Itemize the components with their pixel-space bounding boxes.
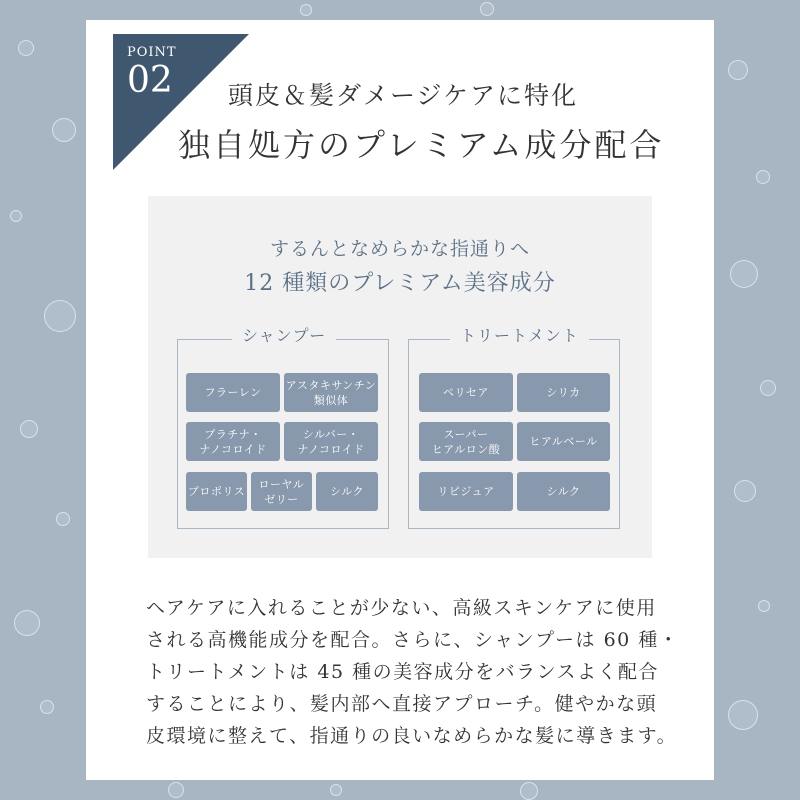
shampoo-ingredient-chip: フラーレン: [186, 373, 280, 412]
shampoo-ingredient-chip: シルク: [316, 472, 378, 511]
treatment-ingredient-chip: ヒアルベール: [517, 422, 610, 461]
description-line: トリートメントは 45 種の美容成分をバランスよく配合: [146, 661, 659, 683]
panel-title-line2: 12 種類のプレミアム美容成分: [244, 271, 556, 296]
description-line: 皮環境に整えて、指通りの良いなめらかな髪に導きます。: [146, 725, 678, 747]
description-line: ヘアケアに入れることが少ない、高級スキンケアに使用: [146, 597, 657, 619]
description-line: される高機能成分を配合。さらに、シャンプーは 60 種・: [146, 629, 680, 651]
treatment-ingredient-chip: スーパー ヒアルロン酸: [419, 422, 513, 461]
headline-line1: 頭皮＆髪ダメージケアに特化: [228, 81, 579, 110]
shampoo-ingredient-chip: プラチナ・ ナノコロイド: [186, 422, 280, 461]
panel-title-line1: するんとなめらかな指通りへ: [269, 238, 530, 260]
shampoo-ingredient-chip: シルバー・ ナノコロイド: [284, 422, 378, 461]
point-number: 02: [127, 60, 173, 101]
description-text: [146, 592, 680, 752]
treatment-ingredient-chip: ペリセア: [419, 373, 513, 412]
shampoo-ingredient-chip: ローヤル ゼリー: [251, 472, 312, 511]
treatment-ingredient-chip: シルク: [517, 472, 610, 511]
shampoo-ingredient-chip: プロポリス: [186, 472, 247, 511]
description-line: することにより、髪内部へ直接アプローチ。健やかな頭: [146, 693, 658, 715]
treatment-ingredient-chip: リピジュア: [419, 472, 513, 511]
point-label: POINT: [127, 45, 177, 60]
treatment-group-label: トリートメント: [450, 323, 589, 346]
shampoo-ingredient-chip: アスタキサンチン 類似体: [284, 373, 378, 412]
treatment-ingredient-chip: シリカ: [517, 373, 610, 412]
shampoo-group-label: シャンプー: [232, 323, 336, 346]
headline-line2: 独自処方のプレミアム成分配合: [178, 126, 665, 164]
